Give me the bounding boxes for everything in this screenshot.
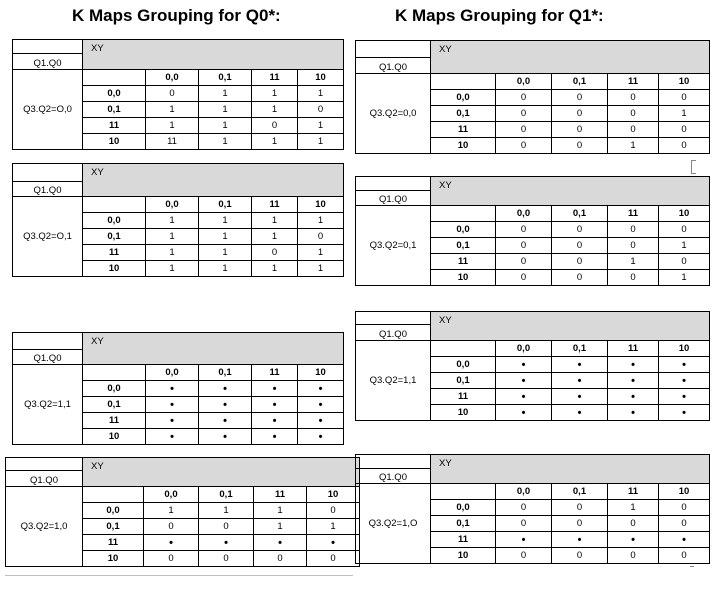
- kmap-cell: •: [144, 535, 199, 551]
- row-header: 11: [83, 118, 146, 134]
- row-header: 0,1: [83, 519, 144, 535]
- condition-label: Q3.Q2=1,1: [13, 365, 83, 445]
- header-blank-cell: [431, 74, 496, 90]
- xy-header: XY: [83, 333, 344, 365]
- row-header: 0,0: [83, 86, 146, 102]
- column-header: 0,1: [199, 365, 252, 381]
- kmap-cell: 0: [608, 516, 659, 532]
- kmap-cell: 0: [307, 503, 360, 519]
- kmap-cell: 1: [659, 270, 710, 286]
- kmap-cell: 1: [252, 134, 298, 150]
- kmap-cell: 0: [307, 551, 360, 567]
- kmap-cell: 1: [146, 261, 199, 277]
- kmap-cell: •: [252, 397, 298, 413]
- kmap-cell: •: [552, 357, 608, 373]
- kmap-cell: 1: [199, 245, 252, 261]
- row-header: 0,0: [431, 500, 496, 516]
- column-header: 0,0: [146, 197, 199, 213]
- kmap-cell: 0: [199, 551, 254, 567]
- kmap-cell: 1: [298, 261, 344, 277]
- kmap-cell: 0: [608, 106, 659, 122]
- kmap-cell: •: [608, 389, 659, 405]
- kmap-cell: 1: [146, 229, 199, 245]
- kmap-cell: 1: [199, 118, 252, 134]
- q-label: Q1.Q0: [13, 54, 83, 70]
- condition-label: Q3.Q2=1,0: [6, 487, 83, 567]
- kmap-cell: •: [608, 373, 659, 389]
- kmap-cell: 0: [496, 106, 552, 122]
- kmap-cell: •: [146, 397, 199, 413]
- column-header: 10: [659, 206, 710, 222]
- row-header: 0,0: [83, 503, 144, 519]
- kmap-cell: 0: [659, 548, 710, 564]
- kmap-cell: 1: [199, 503, 254, 519]
- xy-header: XY: [83, 40, 344, 70]
- column-header: 10: [659, 74, 710, 90]
- kmap-cell: •: [659, 373, 710, 389]
- row-header: 0,0: [83, 213, 146, 229]
- kmap-cell: 0: [298, 229, 344, 245]
- row-header: 10: [431, 138, 496, 154]
- kmap-cell: 0: [552, 254, 608, 270]
- column-header: 0,1: [552, 206, 608, 222]
- row-header: 0,1: [83, 229, 146, 245]
- column-header: 0,0: [146, 365, 199, 381]
- page-divider: [5, 575, 353, 576]
- kmap-cell: •: [496, 373, 552, 389]
- header-blank-cell: [431, 484, 496, 500]
- q0-title: K Maps Grouping for Q0*:: [72, 6, 281, 25]
- kmap-cell: 1: [199, 229, 252, 245]
- kmap-table: [12, 332, 344, 445]
- kmap-cell: •: [659, 357, 710, 373]
- corner-cell: [13, 40, 83, 54]
- kmap-cell: 1: [199, 86, 252, 102]
- column-header: 0,1: [552, 341, 608, 357]
- xy-header: XY: [431, 455, 710, 484]
- kmap-cell: •: [659, 389, 710, 405]
- row-header: 10: [83, 134, 146, 150]
- kmap-cell: 1: [254, 519, 307, 535]
- kmap-cell: 0: [496, 500, 552, 516]
- kmap-cell: •: [659, 532, 710, 548]
- kmap-cell: •: [146, 381, 199, 397]
- column-header: 0,0: [146, 70, 199, 86]
- header-blank-cell: [83, 70, 146, 86]
- kmap-cell: •: [254, 535, 307, 551]
- kmap-cell: 0: [552, 138, 608, 154]
- kmap-cell: •: [298, 397, 344, 413]
- kmap-cell: 0: [552, 270, 608, 286]
- row-header: 0,1: [83, 397, 146, 413]
- column-header: 11: [608, 484, 659, 500]
- xy-header: XY: [431, 177, 710, 206]
- kmap-cell: 0: [254, 551, 307, 567]
- kmap-cell: 1: [252, 261, 298, 277]
- kmap-cell: 0: [496, 548, 552, 564]
- kmap-cell: 1: [252, 229, 298, 245]
- kmap-cell: 1: [298, 134, 344, 150]
- kmap-cell: •: [199, 429, 252, 445]
- row-header: 0,0: [83, 381, 146, 397]
- condition-label: Q3.Q2=0,0: [356, 74, 431, 154]
- row-header: 11: [431, 254, 496, 270]
- row-header: 0,1: [431, 516, 496, 532]
- condition-label: Q3.Q2=0,1: [356, 206, 431, 286]
- kmap-cell: 0: [496, 254, 552, 270]
- kmap-table: [12, 163, 344, 277]
- kmap-table: [12, 39, 344, 150]
- kmap-cell: 1: [252, 213, 298, 229]
- column-header: 10: [307, 487, 360, 503]
- kmap-cell: 1: [608, 138, 659, 154]
- corner-cell: [356, 455, 431, 469]
- kmap-cell: 1: [608, 254, 659, 270]
- row-header: 0,1: [431, 238, 496, 254]
- column-header: 10: [298, 197, 344, 213]
- column-header: 11: [252, 197, 298, 213]
- kmap-cell: •: [608, 357, 659, 373]
- kmap-cell: 0: [552, 500, 608, 516]
- corner-cell: [356, 312, 431, 325]
- kmap-cell: 0: [252, 118, 298, 134]
- row-header: 10: [83, 261, 146, 277]
- kmap-cell: 1: [199, 261, 252, 277]
- kmap-cell: 1: [608, 500, 659, 516]
- kmap-cell: 0: [496, 516, 552, 532]
- text-cursor-bracket: [691, 160, 696, 174]
- kmap-cell: 0: [496, 238, 552, 254]
- kmap-cell: 0: [252, 245, 298, 261]
- kmap-cell: 0: [659, 138, 710, 154]
- column-header: 0,0: [496, 206, 552, 222]
- column-header: 11: [254, 487, 307, 503]
- kmap-cell: •: [307, 535, 360, 551]
- q-label: Q1.Q0: [13, 182, 83, 197]
- kmap-cell: 0: [199, 519, 254, 535]
- kmap-cell: 0: [298, 102, 344, 118]
- column-header: 0,1: [199, 197, 252, 213]
- q-label: Q1.Q0: [356, 191, 431, 206]
- column-header: 11: [608, 206, 659, 222]
- kmap-cell: 0: [608, 548, 659, 564]
- column-header: 0,1: [199, 487, 254, 503]
- q-label: Q1.Q0: [13, 350, 83, 365]
- header-blank-cell: [431, 341, 496, 357]
- kmap-cell: 1: [298, 213, 344, 229]
- kmap-cell: 1: [252, 102, 298, 118]
- column-header: 11: [608, 341, 659, 357]
- column-header: 0,0: [144, 487, 199, 503]
- row-header: 10: [83, 429, 146, 445]
- kmap-cell: 0: [552, 122, 608, 138]
- kmap-cell: 1: [146, 245, 199, 261]
- kmap-cell: •: [199, 397, 252, 413]
- corner-cell: [13, 333, 83, 350]
- kmap-cell: 0: [659, 122, 710, 138]
- q-label: Q1.Q0: [356, 469, 431, 484]
- kmap-cell: •: [298, 381, 344, 397]
- q-label: Q1.Q0: [356, 325, 431, 341]
- header-blank-cell: [83, 365, 146, 381]
- row-header: 0,1: [431, 106, 496, 122]
- corner-cell: [356, 41, 431, 58]
- kmap-table: [5, 457, 360, 567]
- kmap-cell: •: [252, 413, 298, 429]
- row-header: 10: [431, 548, 496, 564]
- kmap-cell: 1: [307, 519, 360, 535]
- row-header: 0,1: [431, 373, 496, 389]
- xy-header: XY: [83, 458, 360, 487]
- xy-header: XY: [431, 312, 710, 341]
- column-header: 0,1: [552, 484, 608, 500]
- kmap-table: [355, 454, 710, 564]
- kmap-cell: 1: [298, 245, 344, 261]
- kmap-table: [355, 176, 710, 286]
- kmap-cell: 0: [144, 551, 199, 567]
- kmap-cell: •: [608, 532, 659, 548]
- kmap-cell: •: [659, 405, 710, 421]
- kmap-cell: 0: [552, 548, 608, 564]
- row-header: 0,1: [83, 102, 146, 118]
- kmap-cell: 0: [608, 122, 659, 138]
- column-header: 0,1: [199, 70, 252, 86]
- kmap-cell: 0: [659, 222, 710, 238]
- kmap-cell: 0: [496, 122, 552, 138]
- kmap-cell: 1: [199, 213, 252, 229]
- kmap-cell: 0: [496, 222, 552, 238]
- kmap-cell: 1: [298, 118, 344, 134]
- kmap-cell: •: [298, 429, 344, 445]
- kmap-cell: 1: [298, 86, 344, 102]
- xy-header: XY: [83, 164, 344, 197]
- q1-title: K Maps Grouping for Q1*:: [395, 6, 604, 25]
- kmap-cell: 0: [608, 222, 659, 238]
- kmap-cell: •: [496, 405, 552, 421]
- kmap-cell: 0: [552, 222, 608, 238]
- kmap-cell: •: [298, 413, 344, 429]
- kmap-cell: 0: [146, 86, 199, 102]
- kmap-cell: 1: [659, 106, 710, 122]
- kmap-cell: 1: [146, 102, 199, 118]
- column-header: 11: [252, 70, 298, 86]
- column-header: 0,0: [496, 484, 552, 500]
- kmap-cell: •: [199, 535, 254, 551]
- kmap-cell: •: [552, 532, 608, 548]
- column-header: 10: [659, 484, 710, 500]
- condition-label: Q3.Q2=1,O: [356, 484, 431, 564]
- kmap-cell: 0: [552, 106, 608, 122]
- row-header: 10: [431, 270, 496, 286]
- kmap-cell: •: [199, 381, 252, 397]
- row-header: 11: [83, 535, 144, 551]
- kmap-cell: 1: [659, 238, 710, 254]
- text-cursor-tick: [690, 566, 694, 567]
- kmap-cell: 1: [144, 503, 199, 519]
- row-header: 0,0: [431, 90, 496, 106]
- row-header: 0,0: [431, 222, 496, 238]
- column-header: 10: [659, 341, 710, 357]
- kmap-cell: 0: [659, 90, 710, 106]
- header-blank-cell: [83, 197, 146, 213]
- header-blank-cell: [83, 487, 144, 503]
- header-blank-cell: [431, 206, 496, 222]
- row-header: 11: [83, 245, 146, 261]
- column-header: 10: [298, 70, 344, 86]
- kmap-cell: 0: [496, 90, 552, 106]
- kmap-cell: •: [608, 405, 659, 421]
- row-header: 11: [431, 389, 496, 405]
- kmap-cell: 1: [146, 118, 199, 134]
- kmap-cell: 1: [199, 134, 252, 150]
- kmap-table: [355, 40, 710, 154]
- column-header: 11: [252, 365, 298, 381]
- column-header: 10: [298, 365, 344, 381]
- kmap-cell: •: [146, 429, 199, 445]
- condition-label: Q3.Q2=O,0: [13, 70, 83, 150]
- kmap-cell: 1: [254, 503, 307, 519]
- kmap-cell: 0: [552, 90, 608, 106]
- kmap-cell: •: [552, 405, 608, 421]
- kmap-cell: 0: [552, 516, 608, 532]
- row-header: 11: [431, 532, 496, 548]
- column-header: 0,0: [496, 341, 552, 357]
- corner-cell: [356, 177, 431, 191]
- row-header: 11: [431, 122, 496, 138]
- row-header: 11: [83, 413, 146, 429]
- kmap-cell: 0: [608, 270, 659, 286]
- corner-cell: [6, 458, 83, 471]
- row-header: 10: [431, 405, 496, 421]
- row-header: 0,0: [431, 357, 496, 373]
- kmap-cell: 0: [608, 90, 659, 106]
- kmap-cell: 1: [199, 102, 252, 118]
- kmap-cell: •: [496, 389, 552, 405]
- kmap-table: [355, 311, 710, 421]
- kmap-cell: 1: [252, 86, 298, 102]
- xy-header: XY: [431, 41, 710, 74]
- kmap-cell: •: [552, 373, 608, 389]
- kmap-cell: 0: [496, 270, 552, 286]
- column-header: 0,0: [496, 74, 552, 90]
- q-label: Q1.Q0: [356, 58, 431, 74]
- column-header: 11: [608, 74, 659, 90]
- kmap-cell: 0: [659, 516, 710, 532]
- kmap-cell: 0: [552, 238, 608, 254]
- kmap-cell: •: [146, 413, 199, 429]
- column-header: 0,1: [552, 74, 608, 90]
- kmap-cell: 0: [659, 254, 710, 270]
- kmap-cell: •: [199, 413, 252, 429]
- kmap-cell: 0: [659, 500, 710, 516]
- corner-cell: [13, 164, 83, 182]
- kmap-cell: •: [496, 357, 552, 373]
- kmap-cell: 0: [144, 519, 199, 535]
- kmap-cell: •: [552, 389, 608, 405]
- kmap-cell: 1: [146, 213, 199, 229]
- kmap-cell: •: [252, 381, 298, 397]
- kmap-cell: •: [252, 429, 298, 445]
- kmap-cell: 0: [608, 238, 659, 254]
- kmap-cell: •: [496, 532, 552, 548]
- condition-label: Q3.Q2=1,1: [356, 341, 431, 421]
- kmap-cell: 0: [496, 138, 552, 154]
- row-header: 10: [83, 551, 144, 567]
- condition-label: Q3.Q2=O,1: [13, 197, 83, 277]
- kmap-cell: 11: [146, 134, 199, 150]
- q-label: Q1.Q0: [6, 471, 83, 487]
